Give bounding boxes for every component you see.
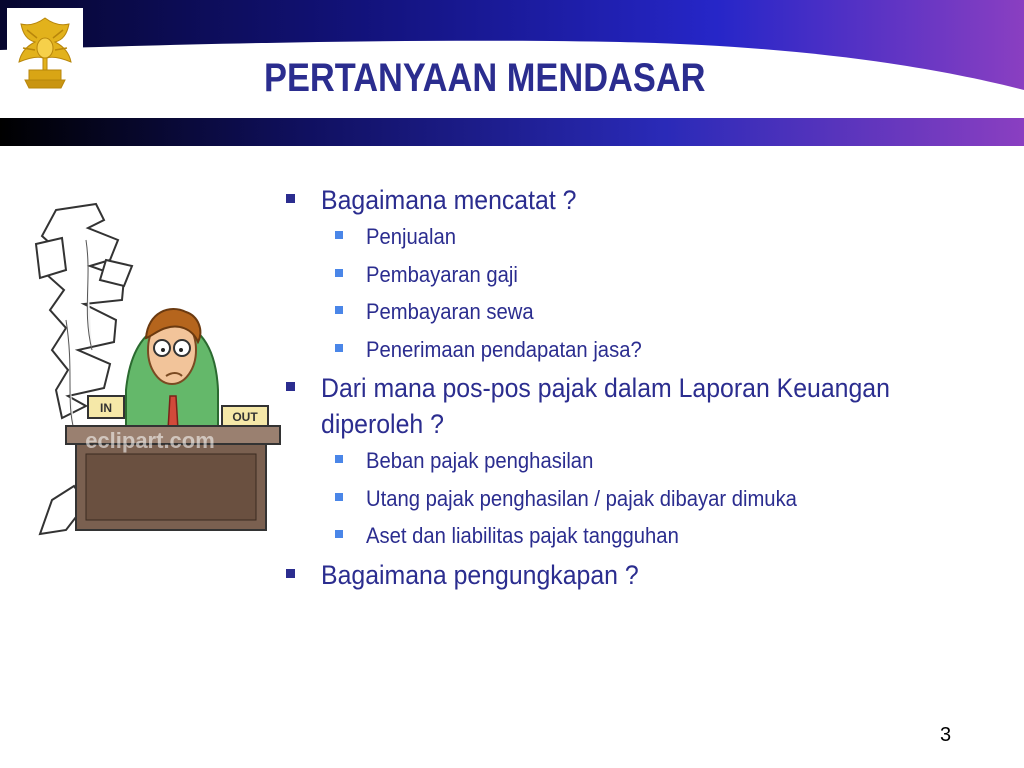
- in-tray-label: IN: [100, 401, 112, 415]
- page-number: 3: [940, 724, 952, 746]
- square-bullet-icon: [335, 269, 343, 277]
- bullet-item-level2: [284, 256, 984, 294]
- bullet-item-level1: [284, 557, 984, 593]
- bullet-item-level2: [284, 517, 984, 555]
- university-crest-icon: [7, 8, 83, 94]
- bullet-text: Beban pajak penghasilan: [366, 448, 594, 473]
- bullet-text: Penerimaan pendapatan jasa?: [366, 336, 642, 362]
- bullet-item-level1: [284, 370, 984, 442]
- bullet-text: Utang pajak penghasilan / pajak dibayar dimuka: [366, 485, 797, 511]
- out-tray-label: OUT: [232, 410, 258, 424]
- content-list: [284, 180, 984, 593]
- slide-title: PERTANYAAN MENDASAR: [264, 56, 706, 100]
- bullet-text: Pembayaran gaji: [366, 261, 518, 287]
- bullet-text: Bagaimana mencatat ?: [321, 185, 577, 215]
- bullet-text: Dari mana pos-pos pajak dalam Laporan Keuangan diperoleh ?: [321, 373, 890, 439]
- bullet-item-level2: [284, 480, 984, 518]
- bullet-text: Pembayaran sewa: [366, 299, 534, 324]
- square-bullet-icon: [335, 231, 343, 239]
- bullet-text: Aset dan liabilitas pajak tangguhan: [366, 523, 679, 548]
- square-bullet-icon: [286, 569, 295, 578]
- bullet-item-level2: [284, 331, 984, 369]
- busy-office-worker-illustration: [26, 200, 288, 560]
- bullet-item-level2: [284, 293, 984, 331]
- watermark-text: eclipart.com: [85, 428, 215, 453]
- bullet-item-level1: [284, 182, 984, 218]
- square-bullet-icon: [335, 344, 343, 352]
- square-bullet-icon: [335, 306, 343, 314]
- square-bullet-icon: [335, 455, 343, 463]
- bullet-item-level2: [284, 442, 984, 480]
- bullet-text: Bagaimana pengungkapan ?: [321, 559, 639, 590]
- bullet-text: Penjualan: [366, 224, 457, 249]
- square-bullet-icon: [335, 493, 343, 501]
- square-bullet-icon: [335, 530, 343, 538]
- square-bullet-icon: [286, 382, 295, 391]
- square-bullet-icon: [286, 194, 295, 203]
- bullet-item-level2: [284, 218, 984, 256]
